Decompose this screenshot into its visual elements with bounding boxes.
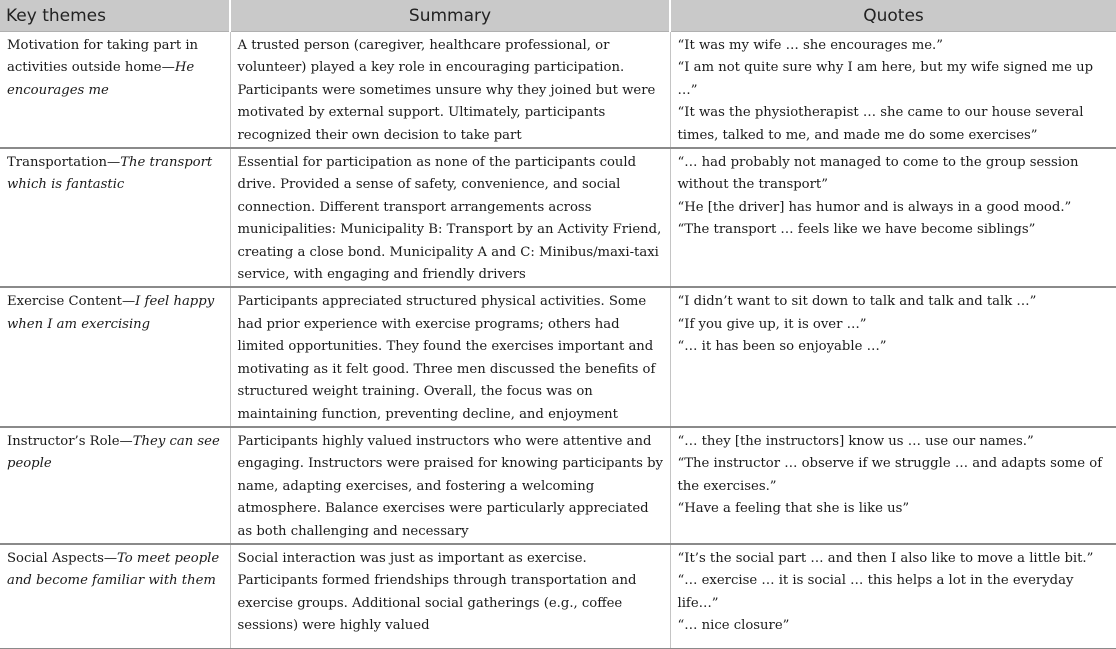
theme-cell: Instructor’s Role—They can see people	[0, 427, 230, 544]
quote: “… it has been so enjoyable …”	[677, 339, 887, 355]
quote: “Have a feeling that she is like us”	[677, 501, 910, 517]
table-row	[0, 287, 1116, 426]
summary-cell: Participants appreciated structured physical activities. Some had prior experience with exercise programs; others had limited opportunities. They found the exercises important and motivating as it felt good. Three men discussed the benefits of structured weight training. Overall, the focus was on maintaining function, preventing decline, and enjoyment	[230, 287, 670, 426]
theme-cell: Motivation for taking part in activities outside home—He encourages me	[0, 32, 230, 149]
quotes-cell	[670, 32, 1116, 149]
summary-cell: Social interaction was just as important as exercise. Participants formed friendships through transportation and exercise groups. Additional social gatherings (e.g., coffee sessions) were highly valued	[230, 544, 670, 649]
quotes-cell	[670, 148, 1116, 287]
quote: “I am not quite sure why I am here, but my wife signed me up …”	[677, 60, 1094, 98]
summary-cell: A trusted person (caregiver, healthcare professional, or volunteer) played a key role in encouraging participation. Participants were sometimes unsure why they joined but were motivated by external support. Ultimately, participants recognized their own decision to take part	[230, 32, 670, 149]
quote: “… exercise … it is social … this helps a lot in the everyday life…”	[677, 573, 1074, 611]
table-row	[0, 148, 1116, 287]
header-quotes: Quotes	[670, 0, 1116, 32]
header-key-themes: Key themes	[0, 0, 230, 32]
quote: “It’s the social part … and then I also like to move a little bit.”	[677, 550, 1094, 566]
quote: “It was my wife … she encourages me.”	[677, 38, 943, 53]
quotes-cell	[670, 544, 1116, 649]
header-summary: Summary	[230, 0, 670, 32]
table-row	[0, 32, 1116, 149]
quote: “The instructor … observe if we struggle … and adapts some of the exercises.”	[677, 456, 1103, 494]
theme-cell: Transportation—The transport which is fantastic	[0, 148, 230, 287]
theme-cell: Social Aspects—To meet people and become familiar with them	[0, 544, 230, 649]
quotes-cell	[670, 427, 1116, 544]
quotes-cell	[670, 287, 1116, 426]
table-row	[0, 544, 1116, 649]
quote: “I didn’t want to sit down to talk and talk and talk …”	[677, 294, 1037, 310]
table-row	[0, 427, 1116, 544]
header-row	[0, 0, 1116, 32]
quote: “He [the driver] has humor and is always in a good mood.”	[677, 199, 1072, 215]
quote: “If you give up, it is over …”	[677, 316, 867, 332]
quote: “The transport … feels like we have become siblings”	[677, 222, 1036, 238]
quote: “It was the physiotherapist … she came to our house several times, talked to me, and made me do some exercises”	[677, 105, 1084, 143]
theme-cell: Exercise Content—I feel happy when I am exercising	[0, 287, 230, 426]
summary-cell: Participants highly valued instructors who were attentive and engaging. Instructors were praised for knowing participants by name, adapting exercises, and fostering a welcoming atmosphere. Balance exercises were particularly appreciated as both challenging and necessary	[230, 427, 670, 544]
quote: “… nice closure”	[677, 618, 790, 634]
quote: “… they [the instructors] know us … use our names.”	[677, 433, 1034, 449]
summary-cell: Essential for participation as none of the participants could drive. Provided a sense of safety, convenience, and social connection. Different transport arrangements across municipalities: Municipality B: Transport by an Activity Friend, creating a close bond. Municipality A and C: Minibus/maxi-taxi service, with engaging and friendly drivers	[230, 148, 670, 287]
quote: “… had probably not managed to come to the group session without the transport”	[677, 155, 1079, 193]
